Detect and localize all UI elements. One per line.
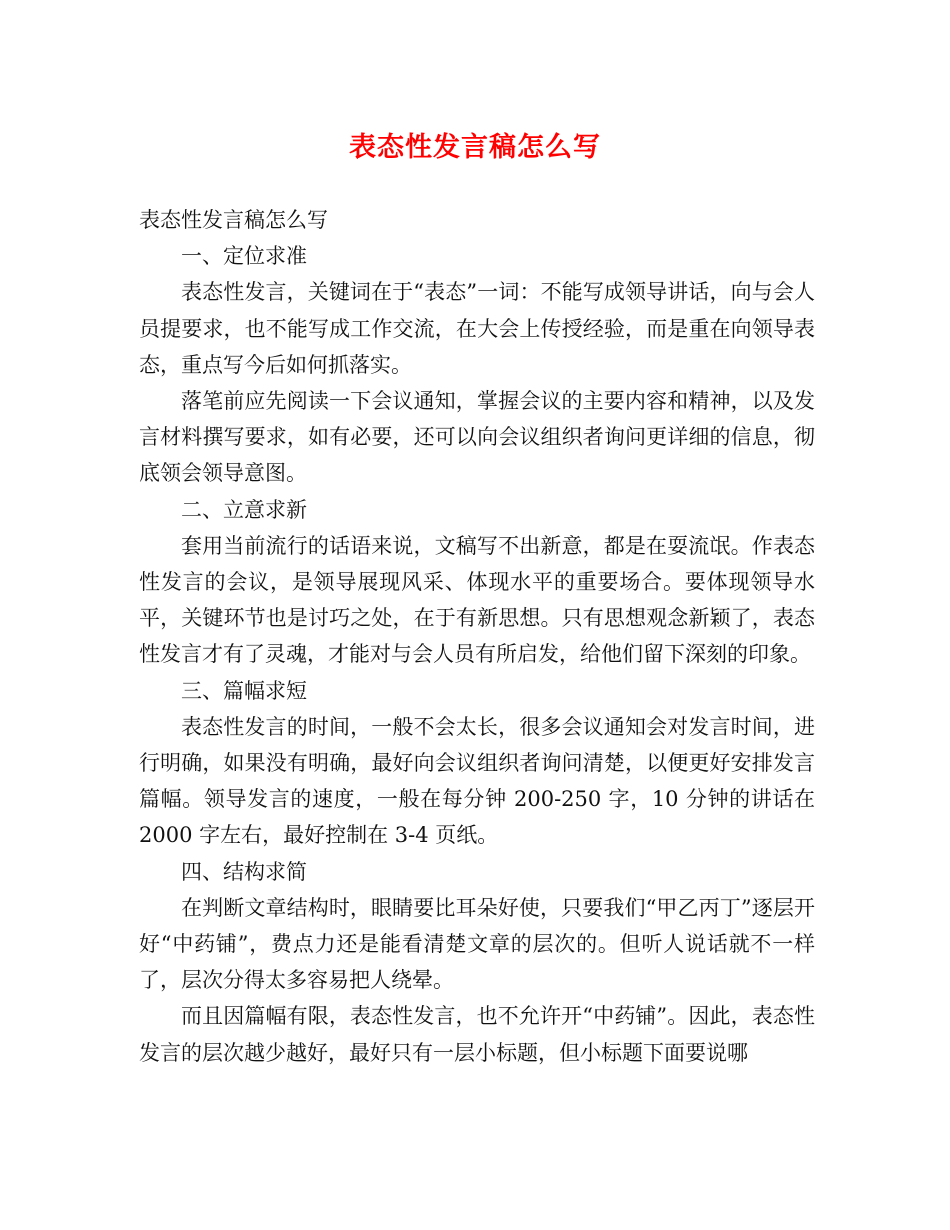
document-body: [139, 202, 815, 1071]
paragraph-5: 在判断文章结构时，眼睛要比耳朵好使，只要我们“甲乙丙丁”逐层开好“中药铺”，费点力还是能看清楚文章的层次的。但听人说话就不一样了，层次分得太多容易把人绕晕。: [139, 895, 815, 993]
document-subtitle: 表态性发言稿怎么写: [139, 208, 328, 232]
paragraph-6: 而且因篇幅有限，表态性发言，也不允许开“中药铺”。因此，表态性发言的层次越少越好，最好只有一层小标题，但小标题下面要说哪: [139, 1004, 815, 1065]
section-heading-4: 四、结构求简: [181, 859, 307, 884]
section-heading-3: 三、篇幅求短: [181, 678, 307, 703]
paragraph-4: 表态性发言的时间，一般不会太长，很多会议通知会对发言时间，进行明确，如果没有明确，最好向会议组织者询问清楚，以便更好安排发言篇幅。领导发言的速度，一般在每分钟 200-250 字，10 分钟的讲话在 2000 字左右，最好控制在 3-4 页纸。: [139, 714, 815, 848]
document-title: 表态性发言稿怎么写: [349, 132, 601, 163]
paragraph-2: 落笔前应先阅读一下会议通知，掌握会议的主要内容和精神，以及发言材料撰写要求，如有必要，还可以向会议组织者询问更详细的信息，彻底领会领导意图。: [139, 389, 815, 486]
section-heading-1: 一、定位求准: [181, 244, 307, 269]
paragraph-3: 套用当前流行的话语来说，文稿写不出新意，都是在耍流氓。作表态性发言的会议，是领导展现风采、体现水平的重要场合。要体现领导水平，关键环节也是讨巧之处，在于有新思想。只有思想观念新颖了，表态性发言才有了灵魂，才能对与会人员有所启发，给他们留下深刻的印象。: [139, 533, 815, 667]
section-heading-2: 二、立意求新: [181, 497, 307, 522]
paragraph-1: 表态性发言，关键词在于“表态”一词：不能写成领导讲话，向与会人员提要求，也不能写成工作交流，在大会上传授经验，而是重在向领导表态，重点写今后如何抓落实。: [139, 280, 815, 377]
